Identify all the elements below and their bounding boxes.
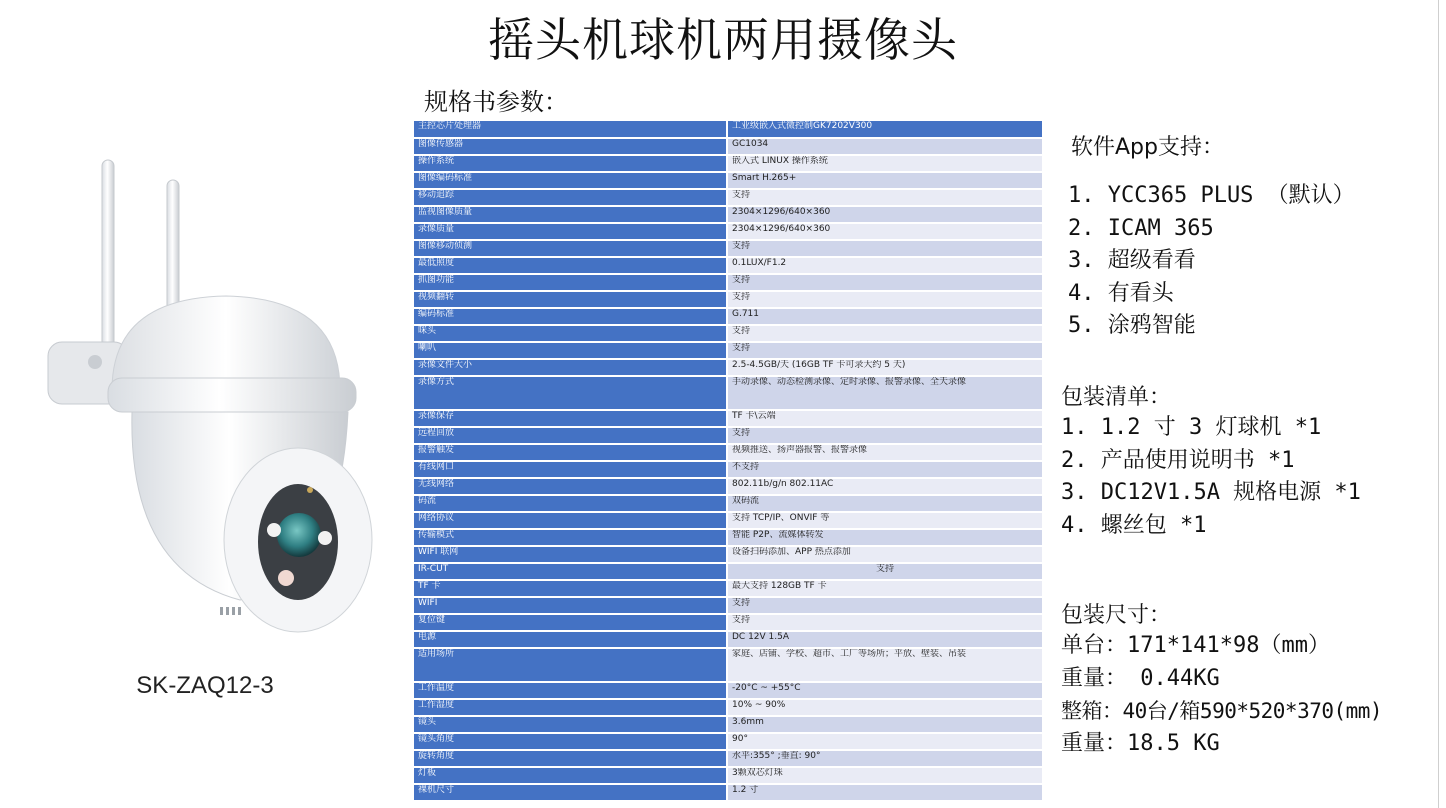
spec-row (414, 359, 1042, 376)
spec-row (414, 512, 1042, 529)
spec-row (414, 257, 1042, 274)
spec-value: 支持 (727, 189, 1042, 206)
app-list (1068, 180, 1355, 343)
spec-row (414, 138, 1042, 155)
app-item: 3. 超级看看 (1068, 248, 1196, 273)
spec-value: 802.11b/g/n 802.11AC (727, 478, 1042, 495)
spec-value: 支持 (727, 342, 1042, 359)
spec-value: TF 卡\云端 (727, 410, 1042, 427)
packing-item: 3. DC12V1.5A 规格电源 *1 (1061, 480, 1361, 505)
spec-key: 灯板 (414, 767, 727, 784)
spec-value: 支持 TCP/IP、ONVIF 等 (727, 512, 1042, 529)
packing-title: 包装清单： (1061, 385, 1172, 410)
spec-value: GC1034 (727, 138, 1042, 155)
spec-row (414, 189, 1042, 206)
spec-key: WIFI 联网 (414, 546, 727, 563)
spec-row (414, 563, 1042, 580)
spec-key: 复位键 (414, 614, 727, 631)
spec-key: 镜头角度 (414, 733, 727, 750)
app-item: 2. ICAM 365 (1068, 215, 1214, 241)
spec-row (414, 444, 1042, 461)
spec-row (414, 631, 1042, 648)
spec-key: 有线网口 (414, 461, 727, 478)
spec-value: G.711 (727, 308, 1042, 325)
spec-value: 视频推送、扬声器报警、报警录像 (727, 444, 1042, 461)
spec-value: 手动录像、动态检测录像、定时录像、报警录像、全天录像 (727, 376, 1042, 410)
spec-value: 2304×1296/640×360 (727, 206, 1042, 223)
spec-key: IR-CUT (414, 563, 727, 580)
spec-row (414, 240, 1042, 257)
spec-value: 支持 (727, 240, 1042, 257)
spec-row (414, 291, 1042, 308)
spec-value: 家庭、店铺、学校、超市、工厂等场所；平放、壁装、吊装 (727, 648, 1042, 682)
packing-list (1061, 412, 1361, 542)
camera-image (40, 150, 380, 640)
spec-key: 最低照度 (414, 257, 727, 274)
spec-value: -20°C ~ +55°C (727, 682, 1042, 699)
model-number: SK-ZAQ12-3 (136, 672, 274, 699)
spec-row (414, 495, 1042, 512)
packing-item: 2. 产品使用说明书 *1 (1061, 447, 1295, 473)
spec-row (414, 478, 1042, 495)
spec-key: 传输模式 (414, 529, 727, 546)
spec-value: 90° (727, 733, 1042, 750)
spec-key: 工作温度 (414, 682, 727, 699)
spec-row (414, 172, 1042, 189)
spec-value: 3.6mm (727, 716, 1042, 733)
spec-value: 不支持 (727, 461, 1042, 478)
spec-row (414, 529, 1042, 546)
spec-row (414, 155, 1042, 172)
spec-key: TF 卡 (414, 580, 727, 597)
spec-key: 码流 (414, 495, 727, 512)
spec-value: 支持 (727, 614, 1042, 631)
spec-value: 支持 (727, 291, 1042, 308)
spec-row (414, 121, 1042, 138)
spec-key: 工作湿度 (414, 699, 727, 716)
spec-key: WIFI (414, 597, 727, 614)
spec-value: 0.1LUX/F1.2 (727, 257, 1042, 274)
spec-value: 1.2 寸 (727, 784, 1042, 801)
spec-row (414, 733, 1042, 750)
spec-value: 嵌入式 LINUX 操作系统 (727, 155, 1042, 172)
spec-value: 2304×1296/640×360 (727, 223, 1042, 240)
spec-value: 双码流 (727, 495, 1042, 512)
spec-value: 支持 (727, 597, 1042, 614)
spec-key: 裸机尺寸 (414, 784, 727, 801)
package-size-item: 重量：18.5 KG (1061, 730, 1220, 756)
spec-key: 报警触发 (414, 444, 727, 461)
spec-value: DC 12V 1.5A (727, 631, 1042, 648)
spec-value: 3颗双芯灯珠 (727, 767, 1042, 784)
spec-row (414, 410, 1042, 427)
package-size-item: 单台：171*141*98（mm） (1061, 633, 1330, 658)
spec-row (414, 223, 1042, 240)
app-item: 4. 有看头 (1068, 280, 1174, 306)
spec-value: 2.5-4.5GB/天 (16GB TF 卡可录大约 5 天) (727, 359, 1042, 376)
package-size-item: 重量： 0.44KG (1061, 665, 1220, 691)
spec-row (414, 206, 1042, 223)
spec-key: 镜头 (414, 716, 727, 733)
spec-row (414, 546, 1042, 563)
spec-value: 10% ~ 90% (727, 699, 1042, 716)
spec-row (414, 461, 1042, 478)
spec-row (414, 597, 1042, 614)
package-size-list (1061, 630, 1382, 760)
spec-row (414, 325, 1042, 342)
spec-key: 喇叭 (414, 342, 727, 359)
spec-row (414, 376, 1042, 410)
spec-row (414, 614, 1042, 631)
spec-value: Smart H.265+ (727, 172, 1042, 189)
spec-key: 录像文件大小 (414, 359, 727, 376)
spec-value: 支持 (727, 274, 1042, 291)
spec-row (414, 767, 1042, 784)
spec-value: 支持 (727, 325, 1042, 342)
spec-key: 录像保存 (414, 410, 727, 427)
page-title: 摇头机球机两用摄像头 (488, 13, 958, 67)
spec-row (414, 274, 1042, 291)
packing-item: 1. 1.2 寸 3 灯球机 *1 (1061, 415, 1322, 440)
spec-key: 适用场所 (414, 648, 727, 682)
spec-key: 远程回放 (414, 427, 727, 444)
spec-row (414, 427, 1042, 444)
packing-item: 4. 螺丝包 *1 (1061, 512, 1207, 538)
spec-row (414, 682, 1042, 699)
spec-value: 工业级嵌入式微控制GK7202V300 (727, 121, 1042, 138)
spec-value: 设备扫码添加、APP 热点添加 (727, 546, 1042, 563)
spec-key: 咪头 (414, 325, 727, 342)
spec-value: 智能 P2P、流媒体转发 (727, 529, 1042, 546)
software-title: 软件App支持： (1071, 135, 1224, 160)
spec-value: 最大支持 128GB TF 卡 (727, 580, 1042, 597)
spec-key: 旋转角度 (414, 750, 727, 767)
spec-table (414, 121, 1042, 802)
spec-key: 编码标准 (414, 308, 727, 325)
spec-key: 移动追踪 (414, 189, 727, 206)
spec-row (414, 784, 1042, 801)
spec-key: 电源 (414, 631, 727, 648)
spec-row (414, 716, 1042, 733)
package-size-title: 包装尺寸： (1061, 603, 1172, 628)
spec-key: 抓图功能 (414, 274, 727, 291)
spec-value: 水平:355° ;垂直: 90° (727, 750, 1042, 767)
spec-value: 支持 (727, 563, 1042, 580)
spec-row (414, 648, 1042, 682)
spec-key: 图像移动侦测 (414, 240, 727, 257)
spec-key: 操作系统 (414, 155, 727, 172)
spec-key: 无线网络 (414, 478, 727, 495)
spec-key: 录像质量 (414, 223, 727, 240)
spec-row (414, 580, 1042, 597)
spec-key: 图像编码标准 (414, 172, 727, 189)
spec-row (414, 699, 1042, 716)
app-item: 1. YCC365 PLUS （默认） (1068, 183, 1355, 208)
spec-key: 主控芯片处理器 (414, 121, 727, 138)
spec-row (414, 342, 1042, 359)
divider (1438, 0, 1439, 808)
package-size-item: 整箱：40台/箱590*520*370(mm) (1061, 699, 1383, 723)
spec-key: 图像传感器 (414, 138, 727, 155)
spec-key: 录像方式 (414, 376, 727, 410)
spec-heading: 规格书参数： (424, 88, 568, 116)
spec-key: 视频翻转 (414, 291, 727, 308)
spec-key: 监视图像质量 (414, 206, 727, 223)
spec-row (414, 308, 1042, 325)
spec-row (414, 750, 1042, 767)
spec-value: 支持 (727, 427, 1042, 444)
spec-key: 网络协议 (414, 512, 727, 529)
app-item: 5. 涂鸦智能 (1068, 313, 1196, 338)
